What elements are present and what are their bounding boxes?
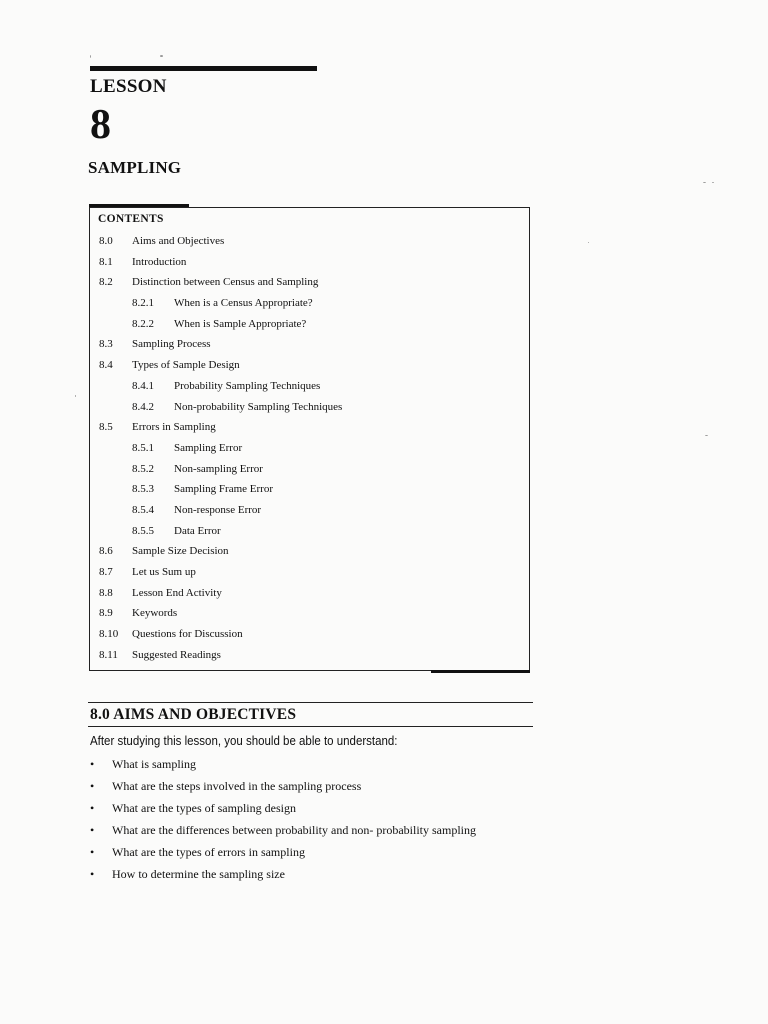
bullet-icon: • — [90, 823, 95, 838]
toc-item-number: 8.5.2 — [132, 462, 154, 475]
toc-item-label: Errors in Sampling — [132, 421, 216, 434]
toc-item-number: 8.5 — [99, 421, 113, 434]
lesson-title: SAMPLING — [88, 158, 182, 177]
toc-item-label: Sampling Error — [174, 441, 243, 454]
toc-item-label: Non-response Error — [174, 503, 262, 516]
toc-item-label: When is Sample Appropriate? — [174, 317, 307, 330]
bullet-icon: • — [90, 757, 95, 771]
toc-item-label: When is a Census Appropriate? — [174, 297, 313, 310]
toc-item-label: Introduction — [132, 255, 187, 268]
bullet-icon: • — [90, 845, 95, 860]
scan-speck — [90, 55, 91, 58]
objective-text: What are the types of errors in sampling — [112, 845, 305, 860]
toc-item-label: Non-sampling Error — [174, 462, 263, 475]
toc-item-label: Questions for Discussion — [132, 628, 243, 641]
toc-item-number: 8.1 — [99, 255, 113, 268]
scan-speck — [160, 55, 163, 57]
toc-item-number: 8.0 — [99, 235, 113, 247]
objective-text: What are the types of sampling design — [112, 801, 296, 816]
toc-item-label: Sample Size Decision — [132, 545, 229, 558]
toc-item-label: Sampling Frame Error — [174, 483, 273, 496]
scan-speck — [703, 182, 706, 183]
scan-speck — [705, 435, 708, 436]
bullet-icon: • — [90, 779, 95, 794]
toc-item-number: 8.3 — [99, 338, 113, 351]
toc-item-number: 8.2 — [99, 276, 113, 289]
objective-text: What are the differences between probability and non- probability sampling — [112, 823, 476, 838]
contents-heading: CONTENTS — [98, 213, 164, 225]
section-top-rule — [88, 702, 533, 703]
toc-item-number: 8.5.5 — [132, 524, 154, 537]
toc-item-number: 8.4.2 — [132, 400, 154, 413]
toc-item-number: 8.6 — [99, 545, 113, 558]
objective-text: What are the steps involved in the sampling process — [112, 779, 362, 794]
objective-text: How to determine the sampling size — [112, 867, 285, 882]
toc-item-label: Distinction between Census and Sampling — [132, 276, 319, 289]
toc-item-label: Probability Sampling Techniques — [174, 379, 321, 392]
toc-item-label: Data Error — [174, 524, 221, 537]
lesson-label: LESSON — [90, 76, 167, 97]
toc-item-label: Keywords — [132, 607, 178, 620]
toc-item-label: Non-probability Sampling Techniques — [174, 400, 343, 413]
toc-item-number: 8.8 — [99, 586, 113, 599]
scan-speck — [75, 395, 76, 397]
toc-item-label: Lesson End Activity — [132, 586, 222, 599]
contents-box-bottom-accent — [431, 670, 530, 673]
top-rule — [90, 66, 317, 71]
toc-item-number: 8.5.1 — [132, 441, 154, 454]
toc-item-number: 8.11 — [99, 648, 118, 661]
section-bottom-rule — [88, 726, 533, 727]
toc-item-label: Sampling Process — [132, 338, 211, 351]
bullet-icon: • — [90, 867, 95, 882]
toc-item-label: Aims and Objectives — [132, 235, 225, 247]
toc-item-number: 8.5.4 — [132, 503, 154, 516]
toc-item-label: Let us Sum up — [132, 566, 196, 578]
toc-item-number: 8.2.2 — [132, 317, 154, 330]
bullet-icon: • — [90, 801, 95, 816]
lesson-number: 8 — [90, 102, 111, 148]
objective-text: What is sampling — [112, 757, 196, 771]
toc-item-label: Types of Sample Design — [132, 359, 240, 372]
toc-item-number: 8.4 — [99, 359, 113, 372]
toc-item-label: Suggested Readings — [132, 648, 221, 661]
toc-item-number: 8.7 — [99, 566, 113, 578]
intro-text: After studying this lesson, you should be able to understand: — [90, 734, 398, 748]
section-heading: 8.0 AIMS AND OBJECTIVES — [90, 706, 297, 723]
scan-speck — [588, 242, 589, 243]
toc-item-number: 8.4.1 — [132, 379, 154, 392]
scan-speck — [712, 182, 714, 183]
toc-item-number: 8.5.3 — [132, 483, 154, 496]
toc-item-number: 8.2.1 — [132, 297, 154, 310]
toc-item-number: 8.10 — [99, 628, 119, 641]
toc-item-number: 8.9 — [99, 607, 113, 620]
